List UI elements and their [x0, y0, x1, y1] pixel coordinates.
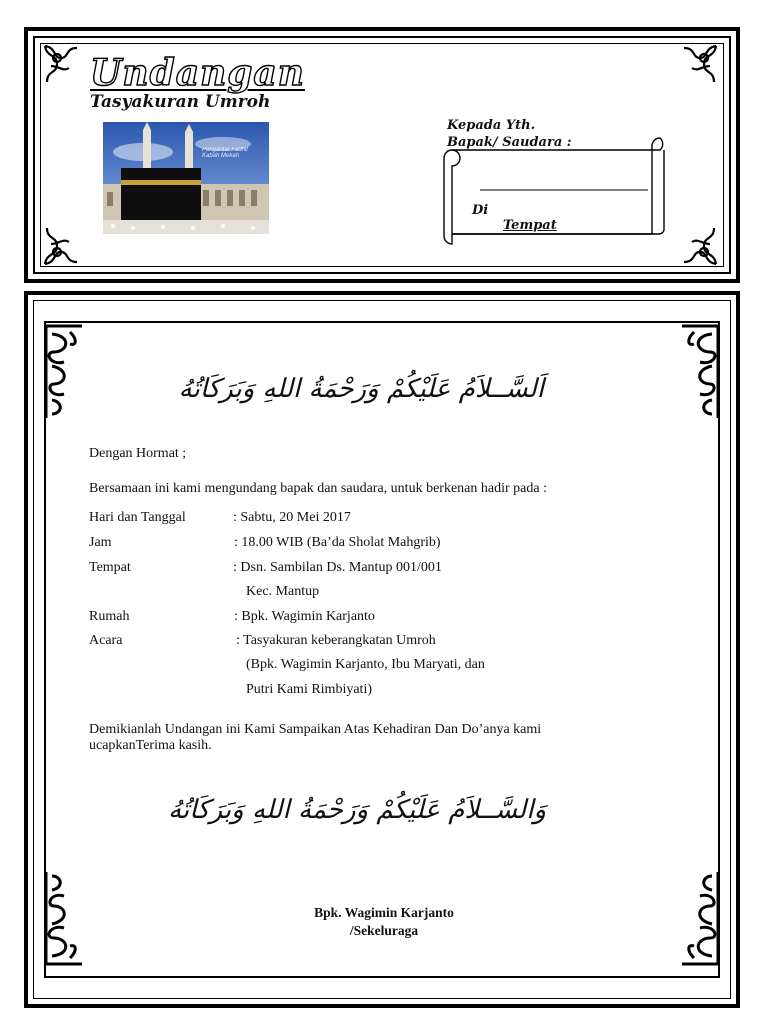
ornament-icon-top-left [43, 44, 79, 84]
ornament-icon-letter-top-left [42, 322, 88, 422]
detail-value-event-3: Putri Kami Rimbiyati) [246, 682, 372, 697]
detail-value-time: : 18.00 WIB (Ba’da Sholat Mahgrib) [234, 535, 441, 550]
detail-label-date: Hari dan Tanggal [89, 510, 186, 525]
ornament-icon-bottom-left [43, 226, 79, 266]
ornament-icon-letter-top-right [676, 322, 722, 422]
signature-family: /Sekeluraga [349, 923, 419, 938]
letter-border-inner [44, 321, 720, 978]
detail-value-house: : Bpk. Wagimin Karjanto [234, 609, 375, 624]
detail-label-event: Acara [89, 633, 123, 648]
detail-label-house: Rumah [89, 609, 130, 624]
envelope-title: Undangan [90, 52, 305, 94]
photo-caption-line1: Pengantar Fadhil [202, 147, 248, 153]
greeting-arabic: اَلسَّــلاَمُ عَلَيْكُمْ وَرَحْمَةُ اللهِ وَبَرَكَاتُهُ [178, 374, 544, 404]
salutation: Dengan Hormat ; [89, 446, 187, 461]
detail-value-date: : Sabtu, 20 Mei 2017 [233, 510, 351, 525]
ornament-icon-bottom-right [682, 226, 718, 266]
detail-label-time: Jam [89, 535, 112, 550]
detail-label-place: Tempat [89, 560, 131, 575]
detail-value-place-2: Kec. Mantup [246, 584, 320, 599]
signature-name: Bpk. Wagimin Karjanto [314, 905, 454, 920]
detail-value-event: : Tasyakuran keberangkatan Umroh [236, 633, 436, 648]
ornament-icon-top-right [682, 44, 718, 84]
kaaba-photo [103, 122, 269, 234]
addressee-di: Di [472, 203, 489, 218]
addressee-tempat: Tempat [503, 218, 557, 233]
addressee-bapak: Bapak/ Saudara : [447, 135, 572, 150]
address-scroll [438, 134, 670, 252]
intro-text: Bersamaan ini kami mengundang bapak dan saudara, untuk berkenan hadir pada : [89, 481, 547, 496]
detail-value-event-2: (Bpk. Wagimin Karjanto, Ibu Maryati, dan [246, 657, 485, 672]
closing-text-2: ucapkanTerima kasih. [89, 738, 212, 753]
detail-value-place: : Dsn. Sambilan Ds. Mantup 001/001 [233, 560, 442, 575]
closing-text-1: Demikianlah Undangan ini Kami Sampaikan Atas Kehadiran Dan Do’anya kami [89, 722, 542, 737]
envelope-subtitle: Tasyakuran Umroh [90, 92, 271, 112]
photo-caption [202, 147, 248, 159]
photo-caption-line2: Kabah Mekah [202, 153, 240, 159]
addressee-kepada: Kepada Yth. [447, 118, 536, 133]
closing-arabic: وَالسَّــلاَمُ عَلَيْكُمْ وَرَحْمَةُ اللهِ وَبَرَكَاتُهُ [168, 795, 546, 825]
